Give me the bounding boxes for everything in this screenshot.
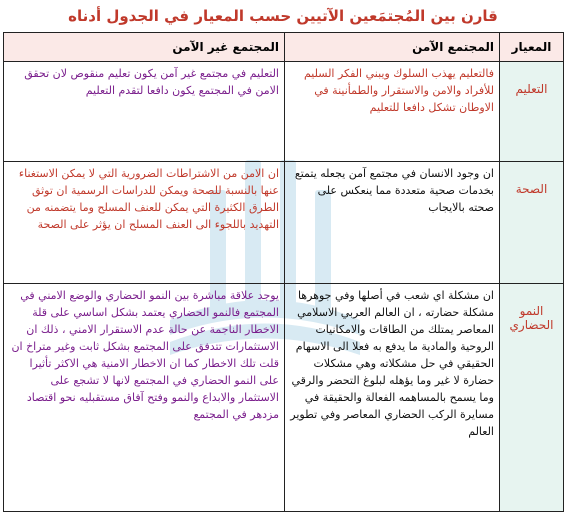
criterion-cell: التعليم [500,62,564,162]
criterion-cell: النمو الحضاري [500,284,564,512]
safe-society-cell: ان وجود الانسان في مجتمع آمن يجعله يتمتع بخدمات صحية متعددة مما ينعكس على صحته بالايجاب [285,162,500,284]
table-header-row [4,33,564,62]
safe-society-cell: فالتعليم يهذب السلوك ويبني الفكر السليم للأفراد والامن والاستقرار والطمأنينة في الاوطان تشكل دافعا للتعليم [285,62,500,162]
table-row [4,284,564,512]
unsafe-society-cell: ان الامن من الاشتراطات الضرورية التي لا يمكن الاستغناء عنها بالنسبة للصحة ويمكن للدراسات الرسمية ان توثق الطرق الكثيرة التي يمكن للعنف المسلح وما يتضمنه من التهديد باللجوء الى العنف المسلح ان يؤثر على الصحة [4,162,285,284]
unsafe-society-cell: يوجد علاقة مباشرة بين النمو الحضاري والوضع الامني في المجتمع فالنمو الحضاري يعتمد بشكل اساسي على قلة الاخطار الناجمة عن حالة عدم الاستقرار الامني ، ذلك ان الاستثمارات تتدفق على المجتمع بشكل ثابت وغير متراخ ان قلت تلك الاخطار كما ان الاخطار الامنية هي الاكثر تأثيرا على النمو الحضاري في المجتمع لانها لا تشجع على الاستثمار والابداع والنمو وفتح آفاق مستقبليه نحو اقتصاد مزدهر في المجتمع [4,284,285,512]
criterion-cell: الصحة [500,162,564,284]
table-row [4,162,564,284]
table-row [4,62,564,162]
header-unsafe-society: المجتمع غير الآمن [4,33,285,62]
page-title: قارن بين المُجتمَعين الآتيين حسب المعيار في الجدول أدناه [68,7,498,25]
header-safe-society: المجتمع الآمن [285,33,500,62]
unsafe-society-cell: التعليم في مجتمع غير آمن يكون تعليم منقوص لان تحقق الامن في المجتمع يكون دافعا لتقدم التعليم [4,62,285,162]
comparison-table [3,32,564,512]
safe-society-cell: ان مشكلة اي شعب في أصلها وفي جوهرها مشكلة حضارته ، ان العالم العربي الاسلامي المعاصر يمتلك من الطاقات والامكانيات الروحية والمادية ما يدفع به فعلا الى الاسهام الحقيقي في حل مشكلاته وهي مشكلات حضارة لا غير وما يؤهله لبلوغ التحضر والرقي وما يسمح بالمساهمه الفعالة والحقيقة في مسايرة الركب الحضاري المعاصر وفي تطوير العالم [285,284,500,512]
header-criterion: المعيار [500,33,564,62]
